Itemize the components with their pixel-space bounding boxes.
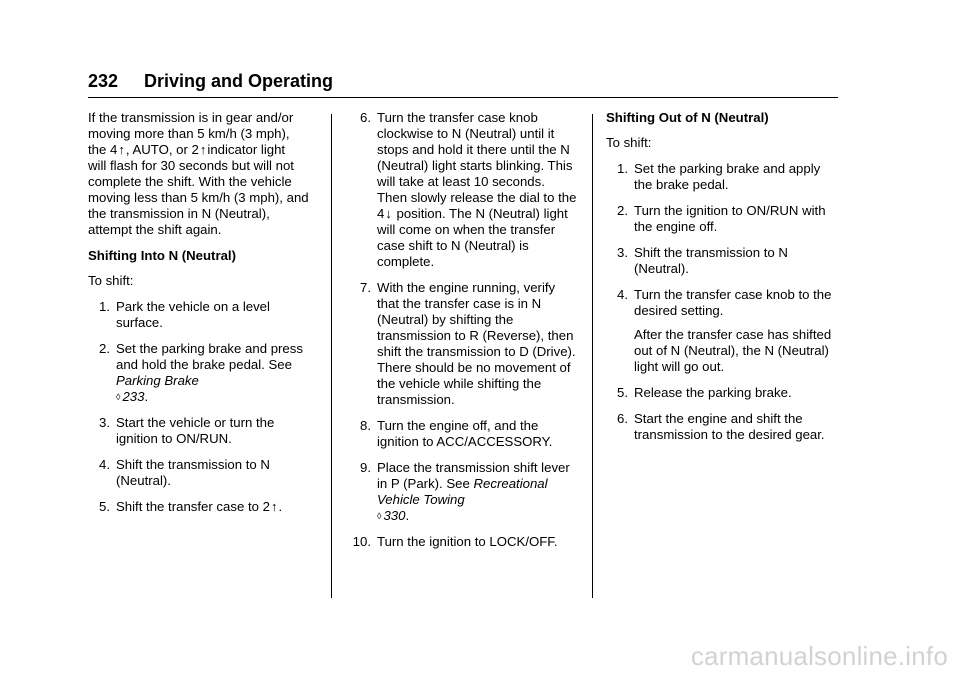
cross-reference-link[interactable]: Parking Brake (116, 373, 199, 388)
column-3 (606, 110, 838, 453)
to-shift-label: To shift: (88, 273, 134, 288)
section-heading: Shifting Out of N (Neutral) (606, 110, 769, 125)
list-item: 2. Turn the ignition to ON/RUN with the engine off. (617, 203, 826, 234)
list-item: 5. Release the parking brake. (617, 385, 792, 400)
list-item: 4. Turn the transfer case knob to the desired setting. After the transfer case has shifted out of N (Neutral), the N (Neutral) light will go out. (606, 287, 838, 375)
list-item: 4. Shift the transmission to N (Neutral). (99, 457, 270, 488)
reference-arrow-icon: ◊ (377, 511, 382, 521)
four-wheel-low-arrow-icon: ↓ (385, 206, 392, 221)
section-title: Driving and Operating (144, 71, 334, 91)
page-number: 232 (88, 71, 119, 91)
list-item: 5. Shift the transfer case to 2↑. (99, 499, 283, 514)
column-divider (331, 114, 332, 598)
column-2 (346, 110, 578, 560)
list-item: 9. Place the transmission shift lever in P (Park). See Recreational Vehicle Towing ◊ 330. (346, 460, 578, 524)
list-item: 3. Shift the transmission to N (Neutral). (617, 245, 788, 276)
list-item: 1. Park the vehicle on a level surface. (99, 299, 270, 330)
list-item: 6. Turn the transfer case knob clockwise to N (Neutral) until it stops and hold it there until the N (Neutral) light starts blinking. This will take at least 10 seconds. Then slowly release the dial to the 4↓ position. The N (Neutral) light will come on when the transfer case shift to N (Neutral) is complete. (360, 110, 577, 269)
page-reference[interactable]: ◊ 330. (377, 508, 410, 523)
list-item: 6. Start the engine and shift the transmission to the desired gear. (617, 411, 825, 442)
column-divider (592, 114, 593, 598)
intro-paragraph: If the transmission is in gear and/or moving more than 5 km/h (3 mph), the 4↑, AUTO, or 2↑indicator light will flash for 30 seconds but will not complete the shift. With the vehicle moving less than 5 km/h (3 mph), and the transmission in N (Neutral), attempt the shift again. (88, 110, 309, 237)
list-item: 8. Turn the engine off, and the ignition to ACC/ACCESSORY. (360, 418, 553, 449)
column-1 (88, 110, 316, 525)
list-item: 7. With the engine running, verify that the transfer case is in N (Neutral) by shifting the transmission to R (Reverse), then shift the transmission to D (Drive). There should be no movement of the vehicle while shifting the transmission. (360, 280, 576, 407)
list-item: 1. Set the parking brake and apply the brake pedal. (617, 161, 821, 192)
list-item: 10. Turn the ignition to LOCK/OFF. (352, 534, 558, 549)
cross-reference-link[interactable]: Recreational Vehicle Towing (377, 476, 548, 507)
watermark: carmanualsonline.info (690, 641, 948, 671)
list-item: 2. Set the parking brake and press and hold the brake pedal. See Parking Brake ◊ 233. (88, 341, 316, 405)
list-item: 3. Start the vehicle or turn the ignition to ON/RUN. (99, 415, 275, 446)
page-header (88, 70, 838, 100)
two-wheel-high-arrow-icon: ↑ (199, 142, 207, 157)
header-rule (88, 97, 838, 98)
section-heading: Shifting Into N (Neutral) (88, 248, 236, 263)
reference-arrow-icon: ◊ (116, 392, 121, 402)
page-reference[interactable]: ◊ 233. (116, 389, 149, 404)
two-wheel-high-arrow-icon: ↑ (270, 499, 278, 514)
list-item-note: After the transfer case has shifted out of N (Neutral), the N (Neutral) light will go out. (634, 327, 832, 374)
four-wheel-high-arrow-icon: ↑ (118, 142, 125, 157)
to-shift-label: To shift: (606, 135, 652, 150)
